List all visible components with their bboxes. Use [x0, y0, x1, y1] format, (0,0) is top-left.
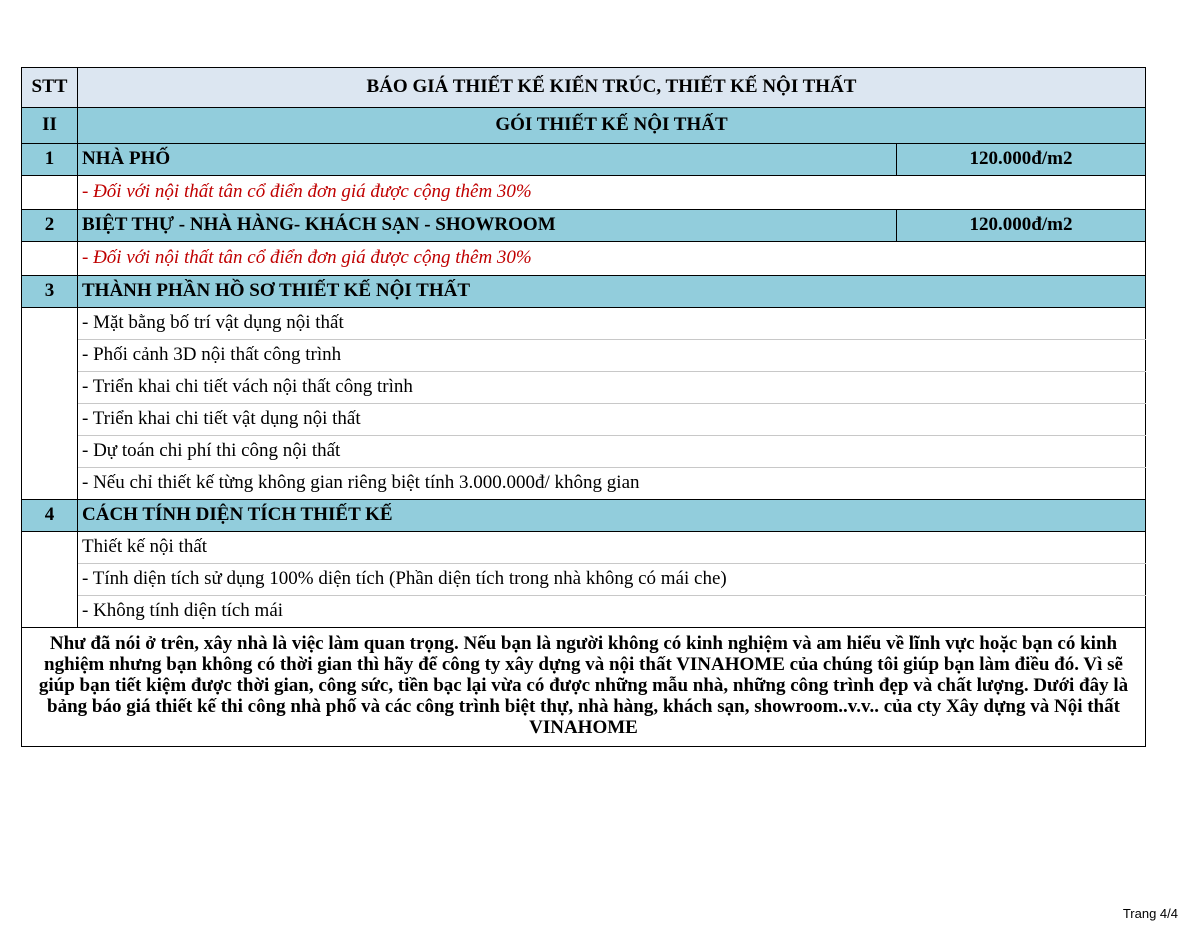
list-item-text: - Dự toán chi phí thi công nội thất: [78, 436, 1146, 468]
table-header-row: [22, 68, 1146, 108]
list-item-text: - Tính diện tích sử dụng 100% diện tích (Phần diện tích trong nhà không có mái che): [78, 564, 1146, 596]
section-row: [22, 108, 1146, 144]
list-item-text: - Không tính diện tích mái: [78, 596, 1146, 628]
list-item: [22, 372, 1146, 404]
list-item-text: - Mặt bằng bố trí vật dụng nội thất: [78, 308, 1146, 340]
item-note: - Đối với nội thất tân cổ điển đơn giá được cộng thêm 30%: [78, 176, 1146, 210]
group-header-row: [22, 500, 1146, 532]
empty-stt-cell: [22, 176, 78, 210]
list-item: [22, 532, 1146, 564]
item-label: NHÀ PHỐ: [78, 144, 897, 176]
paragraph-row: [22, 628, 1146, 747]
note-row: [22, 176, 1146, 210]
list-item-text: - Nếu chỉ thiết kế từng không gian riêng biệt tính 3.000.000đ/ không gian: [78, 468, 1146, 500]
list-item-text: - Triển khai chi tiết vách nội thất công trình: [78, 372, 1146, 404]
list-item-text: Thiết kế nội thất: [78, 532, 1146, 564]
intro-paragraph: Như đã nói ở trên, xây nhà là việc làm quan trọng. Nếu bạn là người không có kinh nghiệm và am hiểu về lĩnh vực hoặc bạn có kinh nghiệm nhưng bạn không có thời gian thì hãy để công ty xây dựng và nội thất VINAHOME của chúng tôi giúp bạn làm điều đó. Vì sẽ giúp bạn tiết kiệm được thời gian, công sức, tiền bạc lại vừa có được những mẫu nhà, những công trình đẹp và chất lượng. Dưới đây là bảng báo giá thiết kế thi công nhà phố và các công trình biệt thự, nhà hàng, khách sạn, showroom..v.v.. của cty Xây dựng và Nội thất VINAHOME: [22, 628, 1146, 747]
stt-header: STT: [22, 68, 78, 108]
group-title: CÁCH TÍNH DIỆN TÍCH THIẾT KẾ: [78, 500, 1146, 532]
empty-stt-cell: [22, 308, 78, 500]
item-number: 2: [22, 210, 78, 242]
list-item: [22, 436, 1146, 468]
empty-stt-cell: [22, 242, 78, 276]
list-item: [22, 468, 1146, 500]
item-label: BIỆT THỰ - NHÀ HÀNG- KHÁCH SẠN - SHOWROOM: [78, 210, 897, 242]
item-row: [22, 210, 1146, 242]
list-item: [22, 596, 1146, 628]
list-item: [22, 308, 1146, 340]
section-number: II: [22, 108, 78, 144]
empty-stt-cell: [22, 532, 78, 628]
item-number: 1: [22, 144, 78, 176]
group-title: THÀNH PHẦN HỒ SƠ THIẾT KẾ NỘI THẤT: [78, 276, 1146, 308]
group-header-row: [22, 276, 1146, 308]
list-item: [22, 564, 1146, 596]
list-item: [22, 340, 1146, 372]
quote-table: [21, 67, 1146, 747]
page-number: Trang 4/4: [1122, 906, 1178, 921]
group-number: 3: [22, 276, 78, 308]
table-title: BÁO GIÁ THIẾT KẾ KIẾN TRÚC, THIẾT KẾ NỘI THẤT: [78, 68, 1146, 108]
item-price: 120.000đ/m2: [897, 144, 1146, 176]
list-item-text: - Phối cảnh 3D nội thất công trình: [78, 340, 1146, 372]
list-item: [22, 404, 1146, 436]
note-row: [22, 242, 1146, 276]
section-title: GÓI THIẾT KẾ NỘI THẤT: [78, 108, 1146, 144]
group-number: 4: [22, 500, 78, 532]
item-price: 120.000đ/m2: [897, 210, 1146, 242]
list-item-text: - Triển khai chi tiết vật dụng nội thất: [78, 404, 1146, 436]
item-row: [22, 144, 1146, 176]
item-note: - Đối với nội thất tân cổ điển đơn giá được cộng thêm 30%: [78, 242, 1146, 276]
